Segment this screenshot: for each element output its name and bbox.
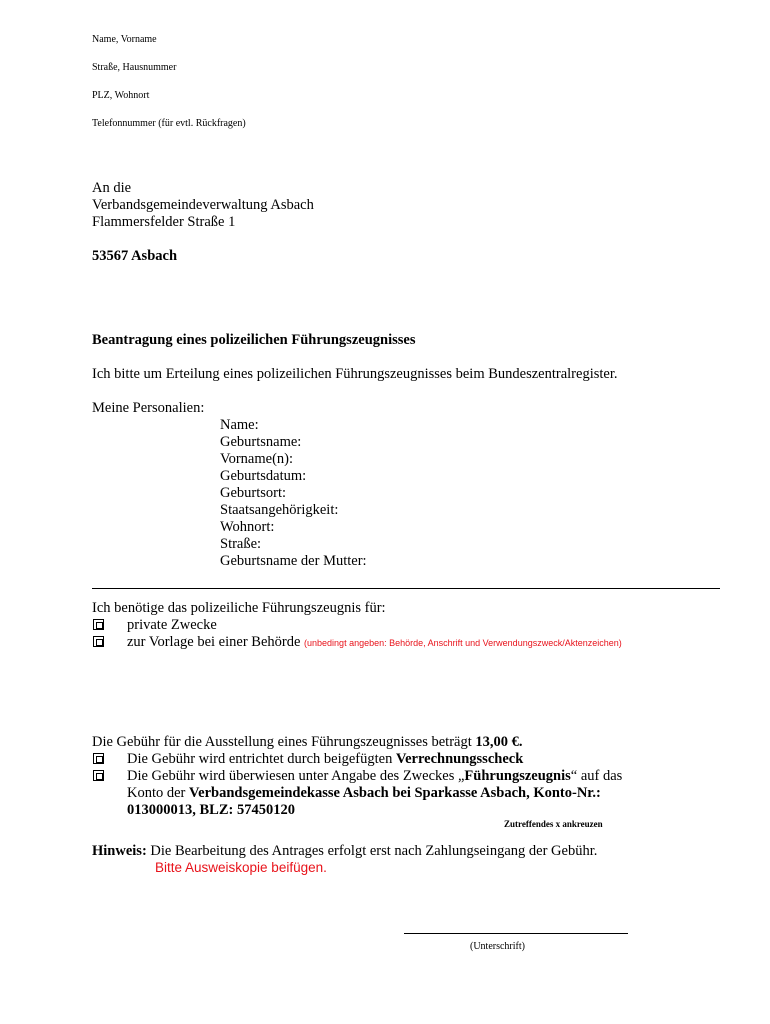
sender-city-label: PLZ, Wohnort xyxy=(92,90,150,101)
account-numbers: 013000013, BLZ: 57450120 xyxy=(127,802,295,818)
notice-label: Hinweis: xyxy=(92,843,147,859)
field-mother-birthname-label: Geburtsname der Mutter: xyxy=(220,553,367,569)
field-birthname-label: Geburtsname: xyxy=(220,434,302,450)
notice-red-text: Bitte Ausweiskopie beifügen. xyxy=(155,860,327,875)
field-firstnames-label: Vorname(n): xyxy=(220,451,294,467)
tick-note: Zutreffendes x ankreuzen xyxy=(504,819,603,829)
authority-purpose-label xyxy=(127,634,622,651)
cheque-option-bold: Verrechnungsscheck xyxy=(395,751,524,767)
private-purpose-checkbox[interactable] xyxy=(93,619,104,630)
personal-heading: Meine Personalien: xyxy=(92,400,205,416)
notice-line xyxy=(92,843,597,860)
private-purpose-label: private Zwecke xyxy=(127,617,217,633)
request-text: Ich bitte um Erteilung eines polizeilichen Führungszeugnisses beim Bundeszentralregister. xyxy=(92,366,618,382)
section-divider xyxy=(92,588,720,589)
recipient-line2: Verbandsgemeindeverwaltung Asbach xyxy=(92,197,314,213)
transfer-option xyxy=(127,768,622,785)
cheque-checkbox[interactable] xyxy=(93,753,104,764)
account-prefix: Konto der xyxy=(127,785,190,801)
recipient-line1: An die xyxy=(92,180,132,196)
transfer-option-suffix: “ auf das xyxy=(570,768,623,784)
subject-heading: Beantragung eines polizeilichen Führungszeugnisses xyxy=(92,332,416,348)
field-birthdate-label: Geburtsdatum: xyxy=(220,468,307,484)
cheque-option xyxy=(127,751,523,768)
cheque-option-text: Die Gebühr wird entrichtet durch beigefügten xyxy=(127,751,396,767)
notice-text: Die Bearbeitung des Antrages erfolgt erst nach Zahlungseingang der Gebühr. xyxy=(146,843,598,859)
authority-purpose-text: zur Vorlage bei einer Behörde xyxy=(127,634,301,650)
personal-fields-list xyxy=(220,417,367,570)
sender-phone-label: Telefonnummer (für evtl. Rückfragen) xyxy=(92,118,246,129)
field-name-label: Name: xyxy=(220,417,259,433)
transfer-checkbox[interactable] xyxy=(93,770,104,781)
sender-name-label: Name, Vorname xyxy=(92,34,157,45)
transfer-option-bold: Führungszeugnis xyxy=(464,768,571,784)
transfer-option-text: Die Gebühr wird überwiesen unter Angabe des Zweckes „ xyxy=(127,768,465,784)
field-street-label: Straße: xyxy=(220,536,262,552)
recipient-line3: Flammersfelder Straße 1 xyxy=(92,214,236,230)
field-residence-label: Wohnort: xyxy=(220,519,275,535)
authority-purpose-checkbox[interactable] xyxy=(93,636,104,647)
signature-label: (Unterschrift) xyxy=(470,941,525,952)
field-birthplace-label: Geburtsort: xyxy=(220,485,287,501)
sender-street-label: Straße, Hausnummer xyxy=(92,62,177,73)
fee-amount: 13,00 €. xyxy=(475,734,523,750)
field-nationality-label: Staatsangehörigkeit: xyxy=(220,502,339,518)
account-line xyxy=(127,785,601,802)
authority-purpose-note: (unbedingt angeben: Behörde, Anschrift und Verwendungszweck/Aktenzeichen) xyxy=(304,638,622,648)
account-bank: Verbandsgemeindekasse Asbach bei Sparkasse Asbach, Konto-Nr.: xyxy=(189,785,601,801)
recipient-city: 53567 Asbach xyxy=(92,248,178,264)
fee-intro xyxy=(92,734,523,751)
purpose-heading: Ich benötige das polizeiliche Führungszeugnis für: xyxy=(92,600,386,616)
signature-line xyxy=(404,933,628,934)
fee-intro-text: Die Gebühr für die Ausstellung eines Führungszeugnisses beträgt xyxy=(92,734,476,750)
